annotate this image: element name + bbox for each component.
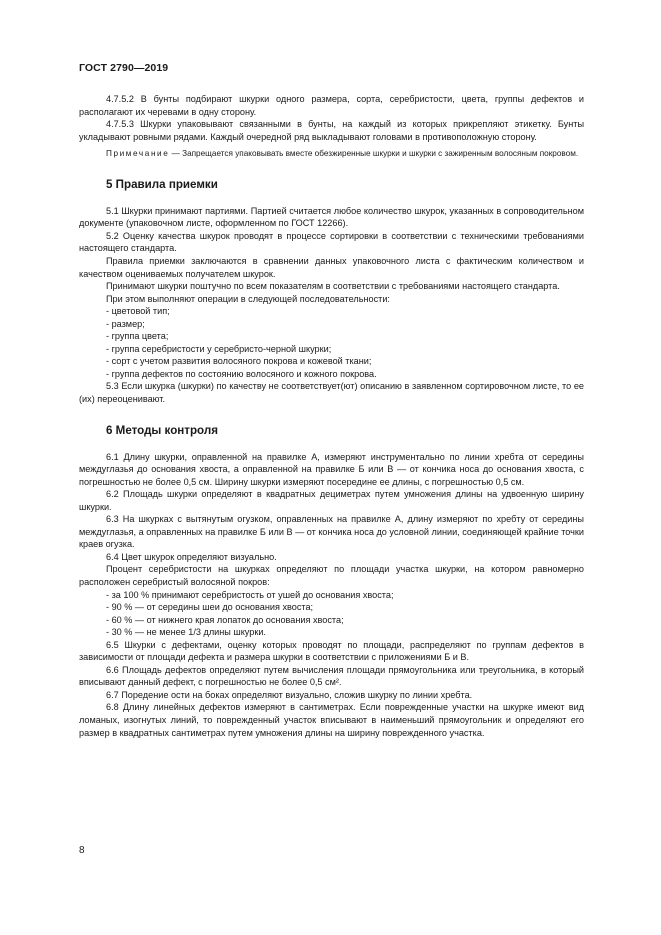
page-number: 8 (79, 845, 85, 856)
paragraph-5-1: 5.1 Шкурки принимают партиями. Партией считается любое количество шкурок, указанных в сопроводительном документе (упаковочном листе, оформленном по ГОСТ 12266). (79, 205, 584, 229)
list-item: - размер; (106, 318, 145, 329)
list-item: - 60 % — от нижнего края лопаток до основания хвоста; (106, 614, 344, 625)
page-content (79, 93, 584, 739)
paragraph-operations-intro: При этом выполняют операции в следующей последовательности: (106, 293, 390, 304)
section-6-title: 6 Методы контроля (106, 423, 218, 437)
list-item: - за 100 % принимают серебристость от ушей до основания хвоста; (106, 589, 394, 600)
paragraph-6-5: 6.5 Шкурки с дефектами, оценку которых проводят по площади, распределяют по группам дефектов в зависимости от площади дефекта и размера шкурки в соответствии с приложениями Б и В. (79, 639, 584, 663)
list-item: - группа цвета; (106, 331, 169, 342)
page-header: ГОСТ 2790—2019 (79, 62, 169, 74)
paragraph-6-8: 6.8 Длину линейных дефектов измеряют в сантиметрах. Если поврежденные участки на шкурке имеют вид ломаных, изогнутых линий, то поврежденный участок вписывают в наименьший прямоугольник и определяют его размер в квадратных сантиметрах путем умножения длины на ширину поврежденного участка. (79, 702, 584, 738)
paragraph-silver-percent: Процент серебристости на шкурках определяют по площади участка шкурки, на котором равномерно расположен серебристый волосяной покров: (79, 564, 584, 587)
paragraph-6-7: 6.7 Поредение ости на боках определяют визуально, сложив шкурку по линии хребта. (106, 689, 473, 700)
paragraph-acceptance-rules: Правила приемки заключаются в сравнении данных упаковочного листа с фактическим количеством и качеством оцениваемых получателем шкурок. (79, 255, 584, 279)
note (79, 148, 584, 160)
section-5-title: 5 Правила приемки (106, 177, 218, 191)
list-item: - группа серебристости у серебристо-черной шкурки; (106, 343, 332, 354)
paragraph-4-7-5-2: 4.7.5.2 В бунты подбирают шкурки одного размера, сорта, серебристости, цвета, группы дефектов и располагают их черевами в одну сторону. (79, 94, 584, 117)
list-item: - 90 % — от середины шеи до основания хвоста; (106, 602, 314, 613)
paragraph-4-7-5-3: 4.7.5.3 Шкурки упаковывают связанными в бунты, на каждый из которых прикрепляют этикетку. Бунты укладывают ровными рядами. Каждый очередной ряд выкладывают головами в противоположную сторону. (79, 119, 584, 142)
paragraph-6-6: 6.6 Площадь дефектов определяют путем вычисления площади прямоугольника или треугольника, в который вписывают данный дефект, с погрешностью не более 0,5 см². (79, 664, 584, 688)
note-text: — Запрещается упаковывать вместе обезжиренные шкурки и шкурки с зажиренным волосяным покровом. (169, 149, 579, 159)
paragraph-piecewise: Принимают шкурки поштучно по всем показателям в соответствии с требованиями настоящего стандарта. (106, 281, 560, 292)
note-label: Примечание (106, 149, 170, 159)
paragraph-5-3: 5.3 Если шкурка (шкурки) по качеству не соответствует(ют) описанию в заявленном сортировочном листе, то ее (их) переоценивают. (79, 381, 584, 404)
list-item: - цветовой тип; (106, 306, 170, 317)
paragraph-6-4: 6.4 Цвет шкурок определяют визуально. (106, 551, 277, 562)
list-item: - сорт с учетом развития волосяного покрова и кожевой ткани; (106, 356, 372, 367)
list-item: - группа дефектов по состоянию волосяного и кожного покрова. (106, 368, 377, 379)
paragraph-5-2: 5.2 Оценку качества шкурок проводят в процессе сортировки в соответствии с техническими требованиями настоящего стандарта. (79, 230, 584, 254)
paragraph-6-1: 6.1 Длину шкурки, оправленной на правилке А, измеряют инструментально по линии хребта от середины междуглазья до основания хвоста, а оправленной на правилке Б или В — от кончика носа до основания хвоста, с погрешностью не более 0,5 см. Ширину шкурки измеряют посередине ее длины, с погрешностью 0,5 см. (79, 451, 584, 487)
paragraph-6-2: 6.2 Площадь шкурки определяют в квадратных дециметрах путем умножения длины на удвоенную ширину шкурки. (79, 489, 584, 512)
paragraph-6-3: 6.3 На шкурках с вытянутым огузком, оправленных на правилке А, длину измеряют по хребту от середины междуглазья, а оправленных на правилке Б или В — от кончика носа до условной линии, соединяющей крайние точки краев огузка. (79, 514, 585, 550)
list-item: - 30 % — не менее 1/3 длины шкурки. (106, 627, 266, 638)
